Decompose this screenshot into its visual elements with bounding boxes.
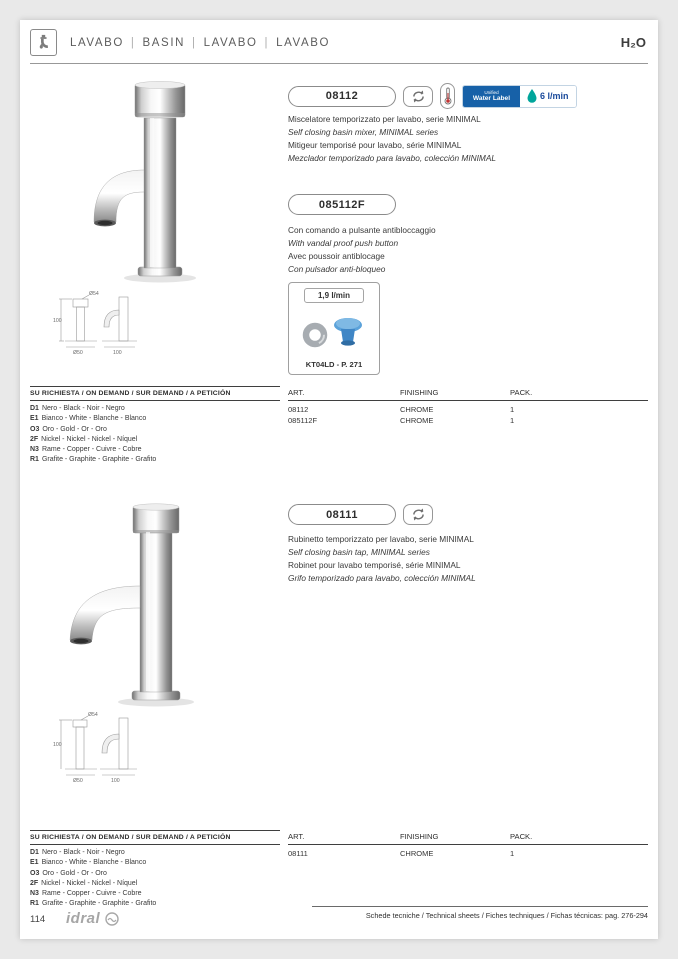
color-names: Nickel - Nickel - Nickel - Níquel bbox=[41, 435, 138, 443]
color-code: 2F bbox=[30, 879, 39, 887]
h2o-label: H₂O bbox=[620, 35, 646, 50]
color-option-row bbox=[30, 899, 280, 909]
cell-finishing: CHROME bbox=[400, 405, 434, 414]
product-code-badge: 08112 bbox=[288, 86, 396, 107]
thermometer-badge bbox=[440, 83, 455, 109]
dim-label: 100 bbox=[111, 778, 120, 784]
variant-description-085112F bbox=[288, 224, 436, 276]
cycle-arrows-icon bbox=[411, 507, 426, 522]
cell-finishing: CHROME bbox=[400, 849, 434, 858]
title-separator: | bbox=[192, 37, 197, 49]
product-photo-08112 bbox=[62, 78, 247, 291]
color-code: D1 bbox=[30, 849, 39, 856]
cell-pack: 1 bbox=[510, 849, 515, 858]
self-closing-cycle-badge bbox=[403, 86, 433, 107]
idral-logo-icon bbox=[104, 912, 120, 926]
color-code: N3 bbox=[30, 890, 39, 898]
footer-rule bbox=[312, 906, 648, 907]
description-line: Con comando a pulsante antibloccaggio bbox=[288, 225, 436, 235]
color-option-row bbox=[30, 858, 280, 868]
description-line: Mezclador temporizado para lavabo, colección MINIMAL bbox=[288, 153, 496, 163]
cell-art: 085112F bbox=[288, 416, 318, 425]
color-names: Bianco - White - Blanche - Blanco bbox=[41, 859, 147, 867]
cell-pack: 1 bbox=[510, 416, 515, 425]
accessory-box-kt04ld bbox=[288, 282, 380, 375]
color-option-row bbox=[30, 879, 280, 889]
water-label-line1: Unified bbox=[484, 89, 499, 95]
color-names: Rame - Copper - Cuivre - Cobre bbox=[41, 446, 142, 454]
color-option-row bbox=[30, 445, 280, 455]
dim-label: 100 bbox=[53, 318, 62, 324]
table-body bbox=[288, 401, 648, 426]
title-separator: | bbox=[264, 37, 270, 49]
col-finishing: FINISHING bbox=[400, 832, 439, 841]
title-lang-it: LAVABO bbox=[70, 37, 124, 49]
self-closing-cycle-badge bbox=[403, 504, 433, 525]
thermometer-icon bbox=[444, 87, 452, 105]
color-option-row bbox=[30, 425, 280, 435]
catalog-sheet bbox=[20, 20, 658, 939]
technical-sheets-note: Schede tecniche / Technical sheets / Fiches techniques / Fichas técnicas: pag. 276-294 bbox=[365, 911, 648, 920]
cycle-arrows-icon bbox=[411, 89, 426, 104]
description-line: Mitigeur temporisé pour lavabo, série MINIMAL bbox=[288, 140, 462, 150]
color-code: D1 bbox=[30, 405, 39, 412]
product-badges-08111 bbox=[288, 504, 433, 525]
page-title bbox=[70, 37, 330, 49]
title-lang-fr: LAVABO bbox=[203, 37, 258, 49]
color-option-row bbox=[30, 889, 280, 899]
article-row bbox=[288, 404, 648, 415]
col-pack: PACK. bbox=[510, 388, 533, 397]
color-names: Bianco - White - Blanche - Blanco bbox=[41, 415, 147, 423]
description-line: Miscelatore temporizzato per lavabo, serie MINIMAL bbox=[288, 114, 481, 124]
col-finishing: FINISHING bbox=[400, 388, 439, 397]
color-options-list bbox=[30, 845, 280, 910]
color-code: 2F bbox=[30, 435, 39, 443]
color-names: Nero - Black - Noir - Negro bbox=[41, 405, 125, 412]
table-header-row bbox=[288, 386, 648, 401]
color-code: R1 bbox=[30, 456, 39, 464]
color-option-row bbox=[30, 435, 280, 445]
description-line: Con pulsador anti-bloqueo bbox=[288, 264, 386, 274]
color-names: Grafite - Graphite - Graphite - Grafito bbox=[41, 900, 157, 908]
product-code-badge: 08111 bbox=[288, 504, 396, 525]
color-option-row bbox=[30, 869, 280, 879]
description-line: Self closing basin mixer, MINIMAL series bbox=[288, 127, 439, 137]
technical-drawing-08111 bbox=[53, 708, 158, 801]
color-code: R1 bbox=[30, 900, 39, 908]
color-names: Nickel - Nickel - Nickel - Níquel bbox=[41, 879, 138, 887]
description-line: Robinet pour lavabo temporisé, série MINIMAL bbox=[288, 560, 461, 570]
color-names: Grafite - Graphite - Graphite - Grafito bbox=[41, 456, 157, 464]
product-photo-08111 bbox=[38, 502, 243, 715]
table-body bbox=[288, 845, 648, 859]
col-art: ART. bbox=[288, 832, 305, 841]
on-demand-section-2 bbox=[30, 830, 280, 910]
color-option-row bbox=[30, 848, 280, 858]
flow-regulator-and-cartridge-image bbox=[298, 312, 370, 352]
col-art: ART. bbox=[288, 388, 305, 397]
accessory-flow-label: 1,9 l/min bbox=[304, 288, 364, 303]
cell-pack: 1 bbox=[510, 405, 515, 414]
on-demand-title: SU RICHIESTA / ON DEMAND / SUR DEMAND / A PETICIÓN bbox=[30, 830, 280, 845]
color-options-list bbox=[30, 401, 280, 466]
col-pack: PACK. bbox=[510, 832, 533, 841]
dim-label: Ø50 bbox=[73, 350, 83, 356]
water-droplet-icon bbox=[527, 89, 537, 103]
page-number: 114 bbox=[30, 914, 46, 925]
color-names: Nero - Black - Noir - Negro bbox=[41, 849, 125, 856]
title-separator: | bbox=[130, 37, 136, 49]
flow-rate-value: 6 l/min bbox=[540, 91, 569, 101]
color-names: Rame - Copper - Cuivre - Cobre bbox=[41, 890, 142, 898]
cell-finishing: CHROME bbox=[400, 416, 434, 425]
product-badges-08112 bbox=[288, 83, 577, 109]
technical-drawing-08112 bbox=[53, 284, 158, 373]
cell-art: 08111 bbox=[288, 849, 308, 858]
header-rule bbox=[30, 63, 648, 64]
idral-logo bbox=[66, 910, 120, 927]
color-code: N3 bbox=[30, 446, 39, 454]
color-names: Oro - Gold - Or - Oro bbox=[42, 425, 107, 433]
color-code: E1 bbox=[30, 415, 39, 423]
color-option-row bbox=[30, 404, 280, 414]
color-code: E1 bbox=[30, 859, 39, 867]
color-option-row bbox=[30, 414, 280, 424]
article-table-08111 bbox=[288, 830, 648, 859]
dim-label: 100 bbox=[113, 350, 122, 356]
water-label-badge bbox=[462, 85, 577, 108]
dim-label: Ø50 bbox=[73, 778, 83, 784]
accessory-photo bbox=[298, 303, 370, 360]
description-line: Self closing basin tap, MINIMAL series bbox=[288, 547, 430, 557]
dim-label: Ø54 bbox=[89, 291, 99, 297]
color-code: O3 bbox=[30, 425, 40, 433]
water-label-logo bbox=[463, 86, 520, 107]
water-label-line2: Water Label bbox=[472, 94, 511, 102]
title-lang-es: LAVABO bbox=[276, 37, 331, 49]
article-row bbox=[288, 415, 648, 426]
header-brand-box bbox=[30, 29, 57, 56]
faucet-icon bbox=[34, 33, 53, 52]
idral-logo-text: idral bbox=[66, 910, 101, 927]
title-lang-en: BASIN bbox=[142, 37, 186, 49]
accessory-code-label: KT04LD - P. 271 bbox=[305, 360, 363, 369]
description-line: Rubinetto temporizzato per lavabo, serie MINIMAL bbox=[288, 534, 474, 544]
cell-art: 08112 bbox=[288, 405, 309, 414]
description-line: Grifo temporizado para lavabo, colección MINIMAL bbox=[288, 573, 476, 583]
on-demand-section-1 bbox=[30, 386, 280, 466]
flow-rate-badge bbox=[520, 86, 576, 107]
color-code: O3 bbox=[30, 869, 40, 877]
dim-label: Ø54 bbox=[88, 712, 98, 718]
variant-code-badge: 085112F bbox=[288, 194, 396, 215]
product-description-08111 bbox=[288, 533, 476, 585]
description-line: With vandal proof push button bbox=[288, 238, 399, 248]
on-demand-title: SU RICHIESTA / ON DEMAND / SUR DEMAND / A PETICIÓN bbox=[30, 386, 280, 401]
color-option-row bbox=[30, 455, 280, 465]
product-description-08112 bbox=[288, 113, 496, 165]
article-row bbox=[288, 848, 648, 859]
color-names: Oro - Gold - Or - Oro bbox=[42, 869, 107, 877]
article-table-08112 bbox=[288, 386, 648, 426]
table-header-row bbox=[288, 830, 648, 845]
dim-label: 100 bbox=[53, 742, 62, 748]
description-line: Avec poussoir antiblocage bbox=[288, 251, 385, 261]
